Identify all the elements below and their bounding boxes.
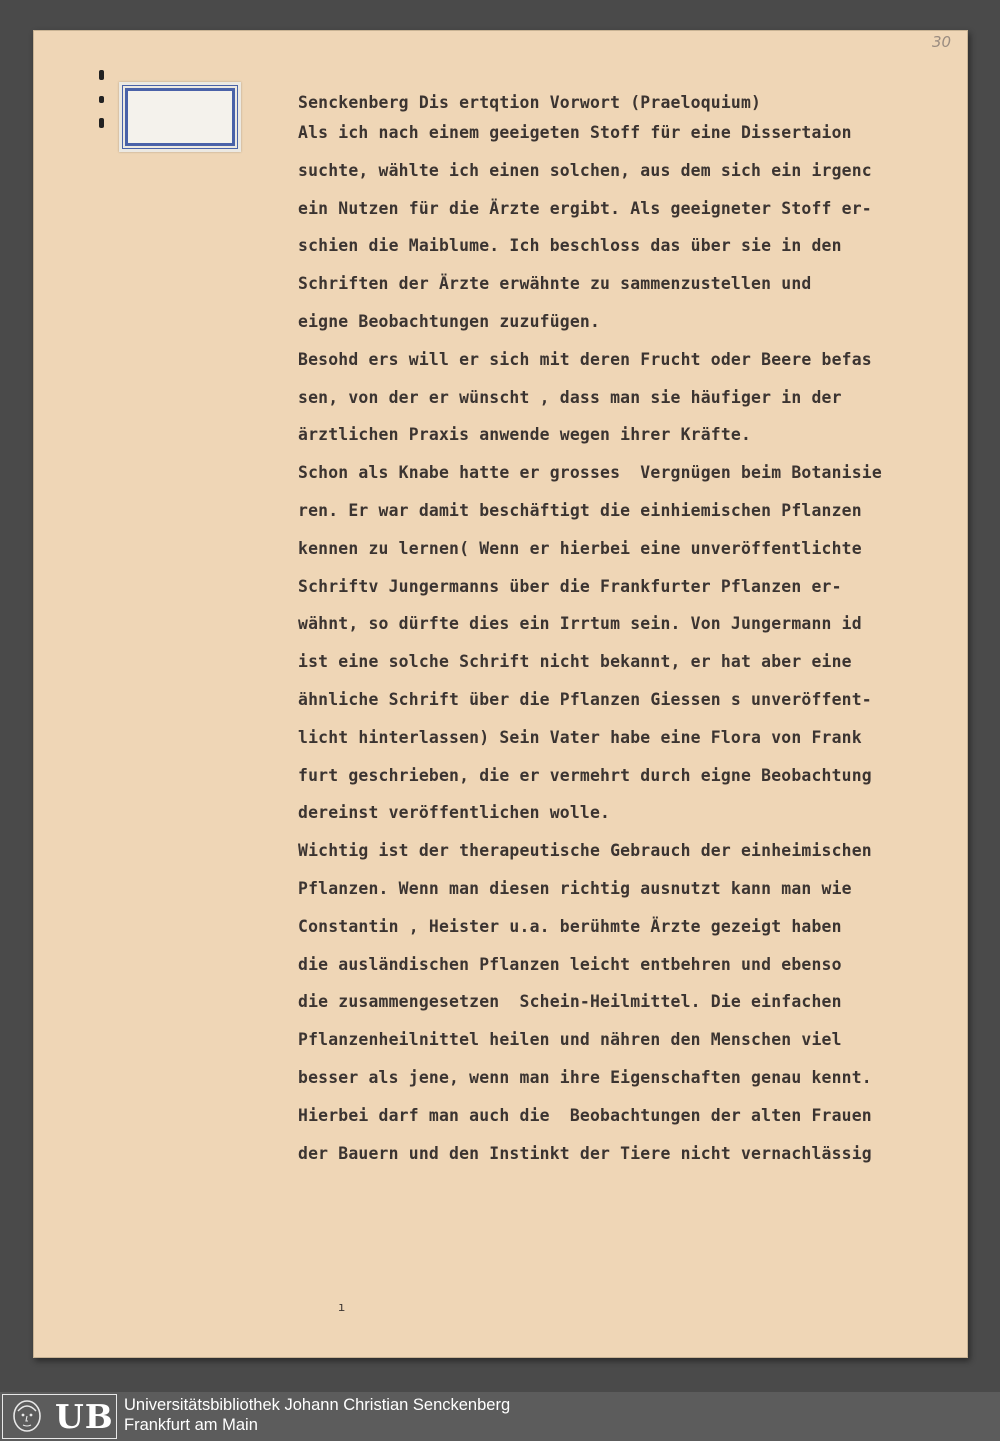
library-name: Universitätsbibliothek Johann Christian Senckenberg — [124, 1396, 511, 1414]
text-line: ist eine solche Schrift nicht bekannt, er hat aber eine — [298, 652, 852, 672]
text-line: ein Nutzen für die Ärzte ergibt. Als geeigneter Stoff er- — [298, 198, 872, 218]
logo-ub-text: UB — [55, 1397, 114, 1436]
text-line: Pflanzenheilnittel heilen und nähren den Menschen viel — [298, 1030, 842, 1050]
text-line: wähnt, so dürfte dies ein Irrtum sein. Von Jungermann id — [298, 614, 862, 634]
portrait-icon — [7, 1399, 47, 1434]
text-line: besser als jene, wenn man ihre Eigenschaften genau kennt. — [298, 1067, 872, 1087]
text-line: die zusammengesetzen Schein-Heilmittel. Die einfachen — [298, 992, 842, 1012]
text-line: Pflanzen. Wenn man diesen richtig ausnutzt kann man wie — [298, 878, 852, 898]
label-frame — [125, 88, 235, 146]
text-line: dereinst veröffentlichen wolle. — [298, 803, 611, 823]
text-line: Wichtig ist der therapeutische Gebrauch der einheimischen — [298, 841, 872, 861]
text-line: die ausländischen Pflanzen leicht entbehren und ebenso — [298, 954, 842, 974]
library-city: Frankfurt am Main — [124, 1416, 258, 1434]
text-line: ren. Er war damit beschäftigt die einhiemischen Pflanzen — [298, 500, 862, 520]
text-line: eigne Beobachtungen zuzufügen. — [298, 311, 601, 331]
binding-mark — [99, 70, 104, 80]
text-line: schien die Maiblume. Ich beschloss das über sie in den — [298, 236, 842, 256]
library-footer — [0, 1392, 1000, 1441]
text-line: sen, von der er wünscht , dass man sie häufiger in der — [298, 387, 842, 407]
text-line: Schriftv Jungermanns über die Frankfurter Pflanzen er- — [298, 576, 842, 596]
text-body — [298, 118, 966, 1176]
text-line: suchte, wählte ich einen solchen, aus dem sich ein irgenc — [298, 160, 872, 180]
text-line: Hierbei darf man auch die Beobachtungen der alten Frauen — [298, 1105, 872, 1125]
text-line: kennen zu lernen( Wenn er hierbei eine unveröffentlichte — [298, 538, 862, 558]
text-line: ärztlichen Praxis anwende wegen ihrer Kräfte. — [298, 425, 752, 445]
folio-number: 30 — [932, 33, 952, 51]
binding-mark — [99, 96, 104, 103]
text-line: Als ich nach einem geeigeten Stoff für eine Dissertaion — [298, 123, 852, 142]
text-line: der Bauern und den Instinkt der Tiere nicht vernachlässig — [298, 1143, 872, 1163]
document-heading: Senckenberg Dis ertqtion Vorwort (Praeloquium) — [298, 93, 762, 112]
binding-mark — [99, 118, 104, 128]
text-line: ähnliche Schrift über die Pflanzen Giessen s unveröffent- — [298, 689, 872, 709]
library-logo — [2, 1394, 117, 1439]
typewritten-text — [298, 88, 966, 1176]
archive-label-sticker — [119, 82, 241, 152]
text-line: Schriften der Ärzte erwähnte zu sammenzustellen und — [298, 274, 812, 294]
text-line: Schon als Knabe hatte er grosses Vergnügen beim Botanisie — [298, 463, 882, 483]
text-line: licht hinterlassen) Sein Vater habe eine Flora von Frank — [298, 727, 862, 747]
text-line: Constantin , Heister u.a. berühmte Ärzte gezeigt haben — [298, 916, 842, 936]
text-line: furt geschrieben, die er vermehrt durch eigne Beobachtung — [298, 765, 872, 785]
text-line: Besohd ers will er sich mit deren Frucht oder Beere befas — [298, 349, 872, 369]
stray-mark: ı — [338, 1300, 346, 1314]
